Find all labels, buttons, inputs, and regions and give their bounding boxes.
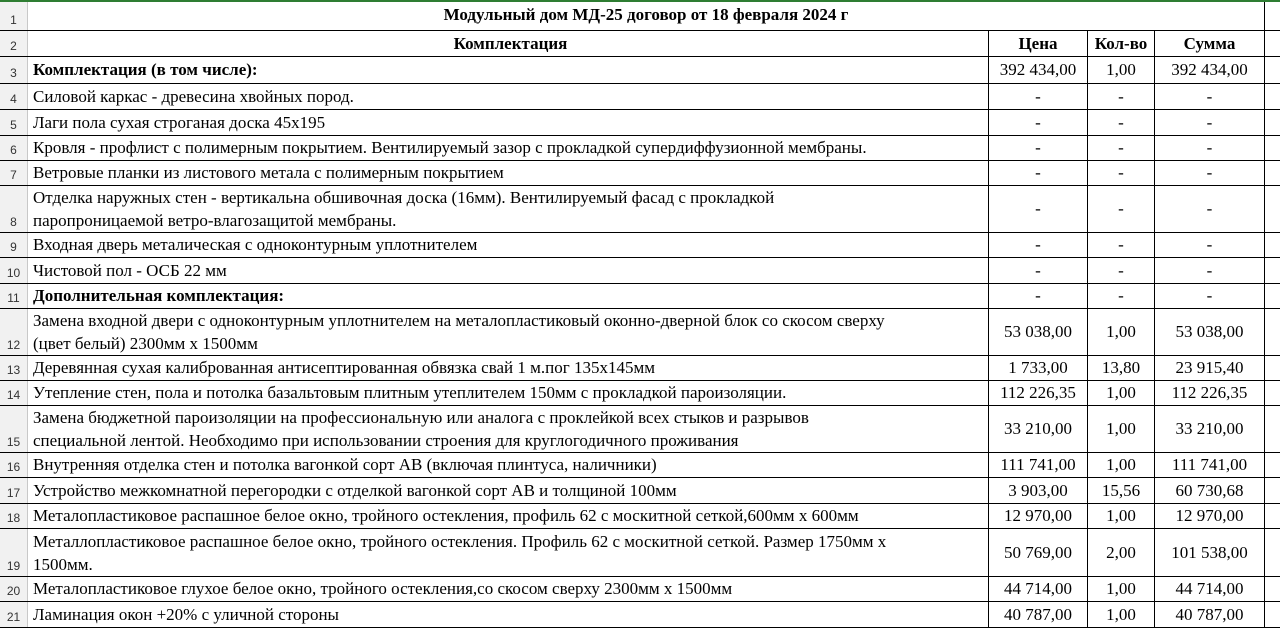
active-border <box>0 0 1280 2</box>
cell-name[interactable]: Дополнительная комплектация: <box>28 284 989 308</box>
cell-name[interactable] <box>28 406 989 452</box>
cell-qty[interactable]: - <box>1088 258 1155 283</box>
table-row[interactable] <box>0 161 1280 186</box>
row-number[interactable]: 3 <box>0 57 28 83</box>
cell-sum[interactable]: 44 714,00 <box>1155 577 1265 601</box>
table-row[interactable] <box>0 57 1280 84</box>
cell-price[interactable]: 3 903,00 <box>989 478 1088 503</box>
cell-qty[interactable]: 1,00 <box>1088 602 1155 627</box>
row-number[interactable]: 8 <box>0 186 28 232</box>
cell-price[interactable]: 44 714,00 <box>989 577 1088 601</box>
row-number[interactable]: 13 <box>0 356 28 380</box>
cell-qty[interactable]: 15,56 <box>1088 478 1155 503</box>
cell-qty[interactable]: - <box>1088 136 1155 160</box>
row-number[interactable]: 4 <box>0 84 28 109</box>
cell-sum[interactable]: - <box>1155 110 1265 135</box>
cell-sum[interactable]: 111 741,00 <box>1155 453 1265 477</box>
row-number[interactable]: 21 <box>0 602 28 627</box>
table-body <box>0 57 1280 628</box>
table-row[interactable] <box>0 577 1280 602</box>
cell-name-line: (цвет белый) 2300мм х 1500мм <box>33 334 258 353</box>
cell-name-line: Отделка наружных стен - вертикальна обшивочная доска (16мм). Вентилируемый фасад с прокладкой <box>33 188 775 207</box>
table-row[interactable] <box>0 453 1280 478</box>
cell-price[interactable]: 50 769,00 <box>989 529 1088 576</box>
cell-name[interactable]: Внутренняя отделка стен и потолка вагонкой сорт АВ (включая плинтуса, наличники) <box>28 453 989 477</box>
table-row[interactable] <box>0 110 1280 136</box>
row-number[interactable]: 1 <box>0 0 28 30</box>
cell-name[interactable]: Кровля - профлист с полимерным покрытием. Вентилируемый зазор с прокладкой супердиффузионной мембраны. <box>28 136 989 160</box>
cell-sum[interactable]: 53 038,00 <box>1155 309 1265 355</box>
row-number[interactable]: 18 <box>0 504 28 528</box>
cell-name-line: Замена входной двери с одноконтурным уплотнителем на металопластиковый оконно-дверной блок со скосом сверху <box>33 311 885 330</box>
cell-sum[interactable]: - <box>1155 258 1265 283</box>
row-number[interactable]: 19 <box>0 529 28 576</box>
row-number[interactable]: 6 <box>0 136 28 160</box>
cell-qty[interactable]: - <box>1088 233 1155 257</box>
table-row[interactable] <box>0 258 1280 284</box>
header-price[interactable]: Цена <box>989 31 1088 56</box>
row-number[interactable]: 14 <box>0 381 28 405</box>
row-number[interactable]: 16 <box>0 453 28 477</box>
cell-sum[interactable]: - <box>1155 233 1265 257</box>
cell-qty[interactable]: 1,00 <box>1088 577 1155 601</box>
cell-sum[interactable]: 101 538,00 <box>1155 529 1265 576</box>
cell-qty[interactable]: 1,00 <box>1088 57 1155 83</box>
table-row[interactable] <box>0 233 1280 258</box>
row-1[interactable] <box>0 0 1280 31</box>
cell-price[interactable]: - <box>989 110 1088 135</box>
table-row[interactable] <box>0 406 1280 453</box>
cell-name[interactable]: Лаги пола сухая строганая доска 45х195 <box>28 110 989 135</box>
cell-qty[interactable]: - <box>1088 110 1155 135</box>
cell-qty[interactable]: 13,80 <box>1088 356 1155 380</box>
cell-name[interactable]: Устройство межкомнатной перегородки с отделкой вагонкой сорт АВ и толщиной 100мм <box>28 478 989 503</box>
cell-price[interactable]: 112 226,35 <box>989 381 1088 405</box>
table-row[interactable] <box>0 284 1280 309</box>
table-row[interactable] <box>0 602 1280 628</box>
cell-name[interactable] <box>28 186 989 232</box>
header-sum[interactable]: Сумма <box>1155 31 1265 56</box>
cell-price[interactable]: - <box>989 258 1088 283</box>
table-row[interactable] <box>0 186 1280 233</box>
cell-name[interactable]: Силовой каркас - древесина хвойных пород. <box>28 84 989 109</box>
cell-qty[interactable]: - <box>1088 84 1155 109</box>
header-name[interactable]: Комплектация <box>28 31 989 56</box>
cell-qty[interactable]: - <box>1088 284 1155 308</box>
cell-name[interactable]: Металопластиковое распашное белое окно, тройного остекления, профиль 62 с москитной сеткой,600мм х 600мм <box>28 504 989 528</box>
cell-name[interactable]: Входная дверь металическая с одноконтурным уплотнителем <box>28 233 989 257</box>
cell-price[interactable]: 392 434,00 <box>989 57 1088 83</box>
row-number[interactable]: 15 <box>0 406 28 452</box>
table-row[interactable] <box>0 529 1280 577</box>
cell-name-line: Замена бюджетной пароизоляции на профессиональную или аналога с проклейкой всех стыков и разрывов <box>33 408 809 427</box>
row-number[interactable]: 5 <box>0 110 28 135</box>
row-number[interactable]: 12 <box>0 309 28 355</box>
cell-qty[interactable]: 1,00 <box>1088 381 1155 405</box>
cell-sum[interactable]: - <box>1155 161 1265 185</box>
cell-sum[interactable]: - <box>1155 186 1265 232</box>
table-row[interactable] <box>0 381 1280 406</box>
cell-sum[interactable]: 33 210,00 <box>1155 406 1265 452</box>
cell-sum[interactable]: - <box>1155 84 1265 109</box>
table-row[interactable] <box>0 309 1280 356</box>
table-row[interactable] <box>0 478 1280 504</box>
row-number[interactable]: 20 <box>0 577 28 601</box>
cell-sum[interactable]: 12 970,00 <box>1155 504 1265 528</box>
cell-qty[interactable]: - <box>1088 186 1155 232</box>
cell-price[interactable]: - <box>989 136 1088 160</box>
row-2[interactable] <box>0 31 1280 57</box>
row-number[interactable]: 10 <box>0 258 28 283</box>
cell-price[interactable]: 12 970,00 <box>989 504 1088 528</box>
cell-qty[interactable]: 2,00 <box>1088 529 1155 576</box>
cell-name[interactable] <box>28 529 989 576</box>
cell-name[interactable]: Деревянная сухая калиброванная антисептированная обвязка свай 1 м.пог 135х145мм <box>28 356 989 380</box>
cell-sum[interactable]: 112 226,35 <box>1155 381 1265 405</box>
cell-price[interactable]: 1 733,00 <box>989 356 1088 380</box>
row-number[interactable]: 11 <box>0 284 28 308</box>
table-row[interactable] <box>0 356 1280 381</box>
cell-name-line: специальной лентой. Необходимо при использовании строения для круглогодичного проживания <box>33 431 739 450</box>
cell-name-line: паропроницаемой ветро-влагозащитой мембраны. <box>33 211 397 230</box>
cell-qty[interactable]: - <box>1088 161 1155 185</box>
cell-price[interactable]: - <box>989 284 1088 308</box>
table-row[interactable] <box>0 136 1280 161</box>
row-number[interactable]: 2 <box>0 31 28 56</box>
header-qty[interactable]: Кол-во <box>1088 31 1155 56</box>
table-row[interactable] <box>0 504 1280 529</box>
cell-name[interactable]: Ламинация окон +20% с уличной стороны <box>28 602 989 627</box>
cell-qty[interactable]: 1,00 <box>1088 406 1155 452</box>
cell-name[interactable]: Утепление стен, пола и потолка базальтовым плитным утеплителем 150мм с прокладкой пароизоляции. <box>28 381 989 405</box>
cell-price[interactable]: - <box>989 84 1088 109</box>
cell-sum[interactable]: - <box>1155 284 1265 308</box>
cell-sum[interactable]: 23 915,40 <box>1155 356 1265 380</box>
table-row[interactable] <box>0 84 1280 110</box>
cell-price[interactable]: 111 741,00 <box>989 453 1088 477</box>
title-cell[interactable]: Модульный дом МД-25 договор от 18 февраля 2024 г <box>28 0 1265 30</box>
cell-name[interactable]: Чистовой пол - ОСБ 22 мм <box>28 258 989 283</box>
cell-qty[interactable]: 1,00 <box>1088 309 1155 355</box>
cell-price[interactable]: - <box>989 186 1088 232</box>
cell-name[interactable] <box>28 309 989 355</box>
cell-name-line: 1500мм. <box>33 554 93 574</box>
cell-sum[interactable]: 392 434,00 <box>1155 57 1265 83</box>
cell-name[interactable]: Ветровые планки из листового метала с полимерным покрытием <box>28 161 989 185</box>
cell-price[interactable]: 33 210,00 <box>989 406 1088 452</box>
row-number[interactable]: 7 <box>0 161 28 185</box>
row-number[interactable]: 17 <box>0 478 28 503</box>
cell-sum[interactable]: - <box>1155 136 1265 160</box>
row-number[interactable]: 9 <box>0 233 28 257</box>
cell-price[interactable]: 40 787,00 <box>989 602 1088 627</box>
cell-price[interactable]: - <box>989 233 1088 257</box>
cell-name-line: Металлопластиковое распашное белое окно, тройного остекления. Профиль 62 с москитной сеткой. Размер 1750мм х <box>33 531 887 551</box>
cell-price[interactable]: 53 038,00 <box>989 309 1088 355</box>
cell-qty[interactable]: 1,00 <box>1088 504 1155 528</box>
cell-price[interactable]: - <box>989 161 1088 185</box>
cell-name[interactable]: Комплектация (в том числе): <box>28 57 989 83</box>
cell-sum[interactable]: 40 787,00 <box>1155 602 1265 627</box>
cell-qty[interactable]: 1,00 <box>1088 453 1155 477</box>
cell-name[interactable]: Металопластиковое глухое белое окно, тройного остекления,со скосом сверху 2300мм х 1500мм <box>28 577 989 601</box>
cell-sum[interactable]: 60 730,68 <box>1155 478 1265 503</box>
